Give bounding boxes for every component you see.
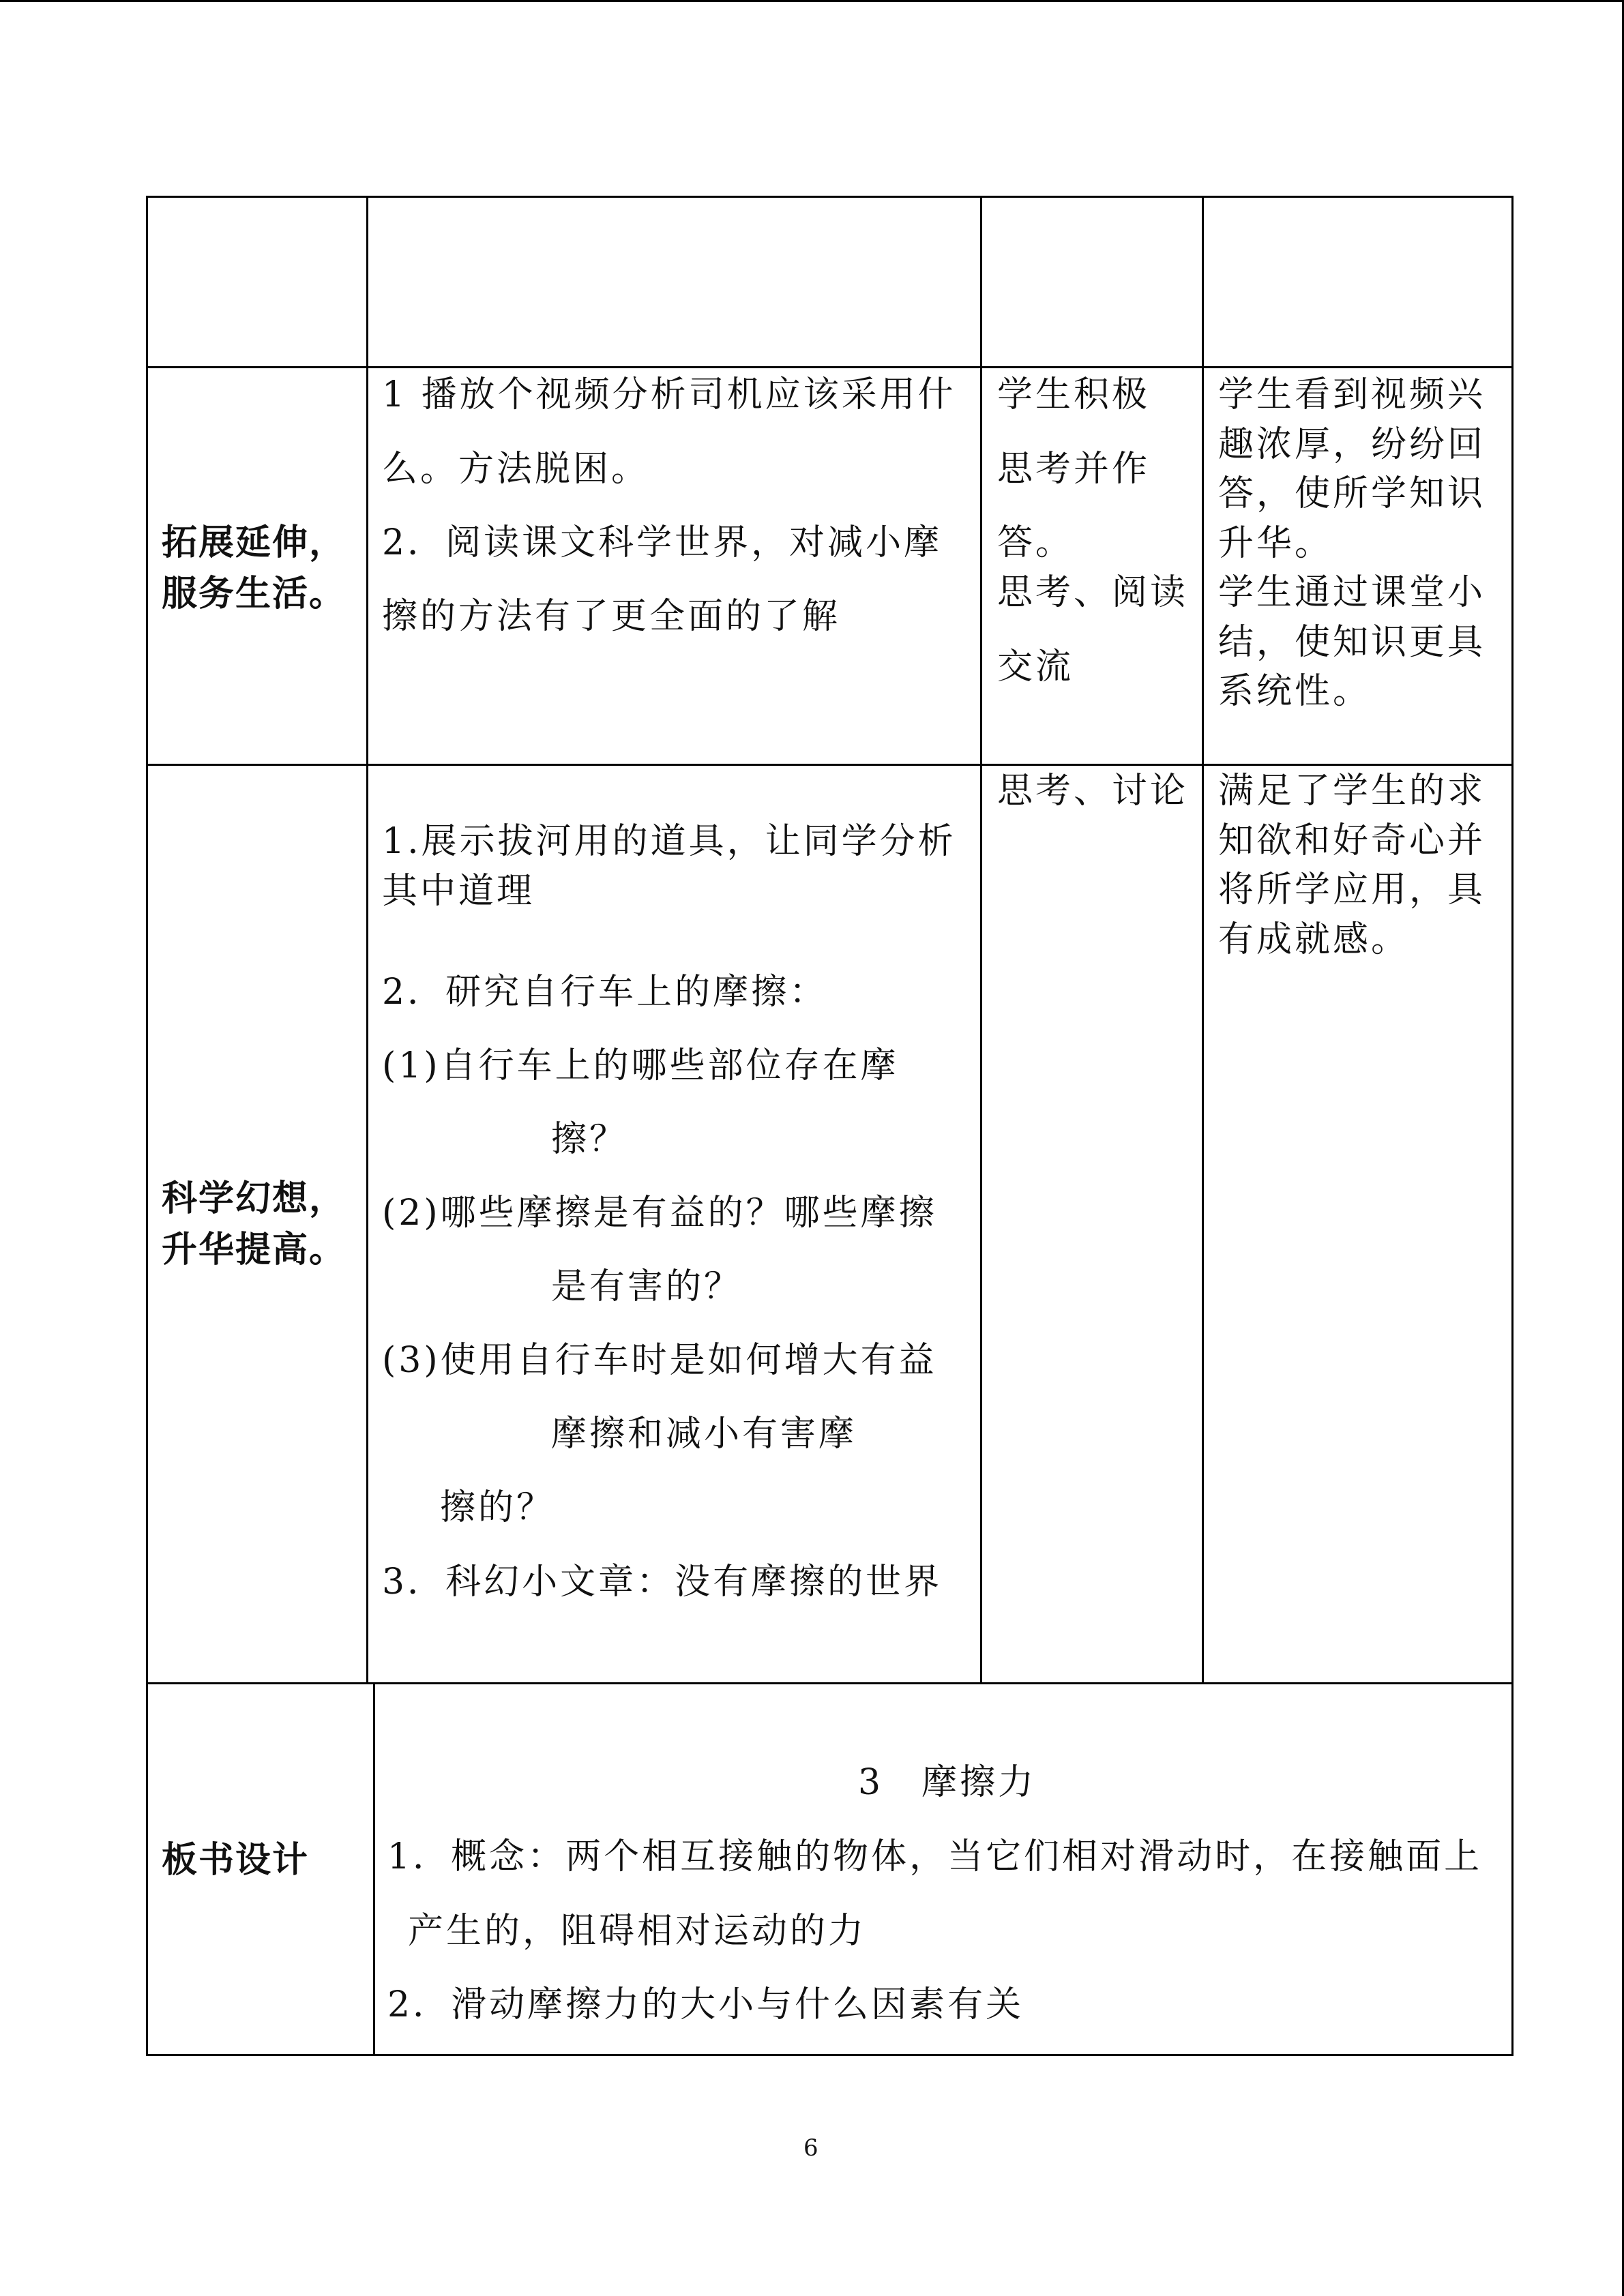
fantasy-teacher-line: 摩擦和减小有害摩 xyxy=(551,1414,857,1455)
extend-teacher-line: 擦的方法有了更全面的了解 xyxy=(382,596,841,637)
col-divider-3 xyxy=(1202,196,1204,1684)
fantasy-teacher-line: (1)自行车上的哪些部位存在摩 xyxy=(382,1045,899,1086)
extend-intent-line: 升华。 xyxy=(1218,523,1333,564)
row-divider-1 xyxy=(146,366,1514,368)
fantasy-teacher-line: (3)使用自行车时是如何增大有益 xyxy=(382,1340,937,1381)
extend-student-line: 答。 xyxy=(997,522,1074,563)
table-border-left xyxy=(146,196,148,2056)
row-divider-3 xyxy=(146,1682,1514,1684)
extend-student-line: 学生积极 xyxy=(997,374,1151,415)
board-line: 2．滑动摩擦力的大小与什么因素有关 xyxy=(387,1984,1024,2025)
fantasy-teacher-line: 擦？ xyxy=(551,1119,628,1160)
fantasy-teacher-line: 2．研究自行车上的摩擦： xyxy=(382,972,828,1013)
row-label-extend-2: 服务生活。 xyxy=(162,573,346,614)
fantasy-intent-line: 将所学应用，具 xyxy=(1218,869,1486,910)
row-divider-2 xyxy=(146,764,1514,766)
extend-intent-line: 趣浓厚，纷纷回 xyxy=(1218,424,1486,465)
board-line: 1．概念：两个相互接触的物体，当它们相对滑动时，在接触面上 xyxy=(387,1836,1483,1877)
col-divider-1 xyxy=(366,196,368,1684)
fantasy-teacher-line: 1.展示拔河用的道具，让同学分析 xyxy=(382,821,956,862)
fantasy-intent-line: 满足了学生的求 xyxy=(1218,771,1486,811)
extend-teacher-line: 1 播放个视频分析司机应该采用什 xyxy=(382,374,956,415)
fantasy-student-line: 思考、讨论 xyxy=(997,771,1189,811)
extend-intent-line: 学生看到视频兴 xyxy=(1218,374,1486,415)
board-line: 产生的，阻碍相对运动的力 xyxy=(408,1911,867,1952)
page-top-border xyxy=(0,0,1624,2)
fantasy-teacher-line: 擦的？ xyxy=(440,1487,555,1528)
extend-student-line: 思考、阅读 xyxy=(997,572,1189,613)
fantasy-teacher-line: 其中道理 xyxy=(382,871,535,912)
extend-intent-line: 答，使所学知识 xyxy=(1218,473,1486,514)
fantasy-intent-line: 有成就感。 xyxy=(1218,919,1410,960)
fantasy-intent-line: 知欲和好奇心并 xyxy=(1218,820,1486,861)
page-number: 6 xyxy=(803,2134,818,2162)
table-border-top-right xyxy=(831,196,1514,198)
row-label-fantasy-2: 升华提高。 xyxy=(162,1229,346,1270)
row-label-fantasy-1: 科学幻想， xyxy=(162,1178,346,1219)
col-divider-1-board xyxy=(373,1682,375,2056)
table-border-bottom xyxy=(146,2054,1514,2056)
col-divider-2 xyxy=(980,196,982,1684)
extend-teacher-line: 2．阅读课文科学世界，对减小摩 xyxy=(382,522,943,563)
fantasy-teacher-line: 3．科幻小文章：没有摩擦的世界 xyxy=(382,1562,943,1602)
row-label-extend-1: 拓展延伸， xyxy=(162,522,346,563)
extend-student-line: 思考并作 xyxy=(997,449,1151,490)
board-title: 3 摩擦力 xyxy=(858,1762,1037,1803)
table-border-right xyxy=(1511,196,1514,2056)
row-label-board: 板书设计 xyxy=(162,1840,310,1881)
extend-student-line: 交流 xyxy=(997,646,1074,687)
fantasy-teacher-line: (2)哪些摩擦是有益的？哪些摩擦 xyxy=(382,1193,937,1234)
fantasy-teacher-line: 是有害的？ xyxy=(551,1266,743,1307)
extend-intent-line: 结，使知识更具 xyxy=(1218,622,1486,663)
extend-intent-line: 系统性。 xyxy=(1218,671,1372,712)
table-border-top xyxy=(146,196,831,198)
extend-teacher-line: 么。方法脱困。 xyxy=(382,449,650,490)
extend-intent-line: 学生通过课堂小 xyxy=(1218,572,1486,613)
